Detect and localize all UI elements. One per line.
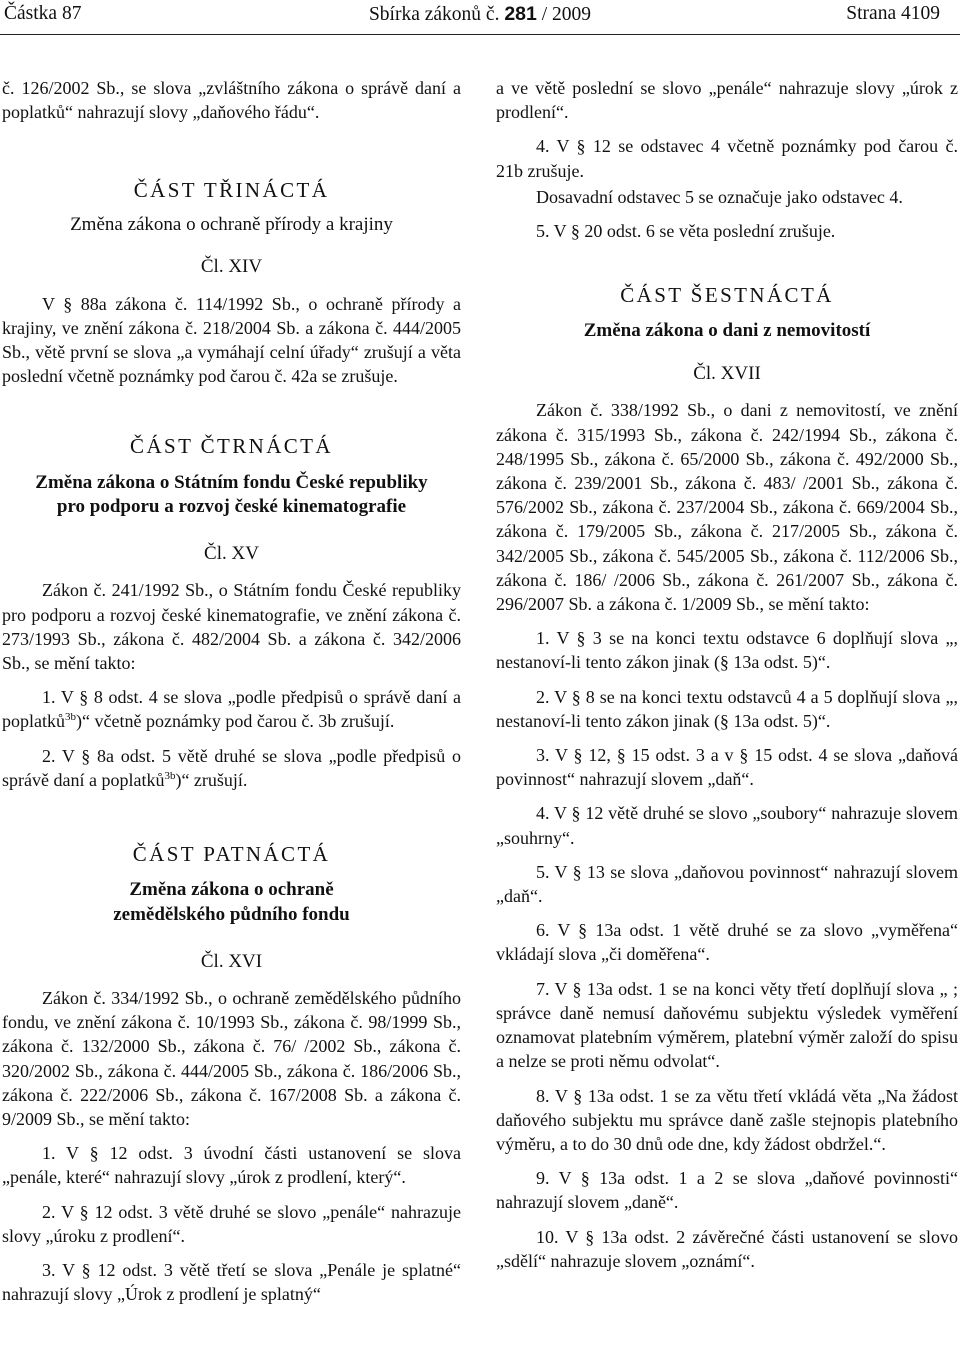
- article-17-heading: Čl. XVII: [693, 363, 761, 385]
- article-16-item-2: 2. V § 12 odst. 3 větě druhé se slovo „penále“ nahrazuje slovy „úroku z prodlení“.: [2, 1201, 461, 1246]
- article-17-item-2: 2. V § 8 se na konci textu odstavců 4 a 5 doplňují slova „, nestanoví-li tento zákon jinak (§ 13a odst. 5)“.: [496, 686, 958, 731]
- article-17-item-6: 6. V § 13a odst. 1 větě druhé se za slovo „vyměřena“ vkládají slova „či doměřena“.: [496, 920, 958, 965]
- article-15-item-1: [2, 685, 461, 733]
- article-15-item-1-text-b: )“ včetně poznámky pod čarou č. 3b zrušují.: [76, 711, 395, 732]
- article-16-item-1: 1. V § 12 odst. 3 úvodní části ustanovení se slova „penále, které“ nahrazují slovy „úrok z prodlení, který“.: [2, 1143, 461, 1188]
- article-17-item-4: 4. V § 12 větě druhé se slovo „soubory“ nahrazuje slovem „souhrny“.: [496, 803, 958, 848]
- article-15-heading: Čl. XV: [204, 543, 259, 565]
- article-17-item-1: 1. V § 3 se na konci textu odstavce 6 doplňují slova „, nestanoví-li tento zákon jinak (§ 13a odst. 5)“.: [496, 628, 958, 673]
- article-16-heading: Čl. XVI: [200, 950, 263, 972]
- left-column: [2, 76, 461, 1306]
- part-16-subtitle: Změna zákona o dani z nemovitostí: [583, 320, 871, 342]
- part-13-subtitle: Změna zákona o ochraně přírody a krajiny: [70, 213, 393, 235]
- article-16-item-4: 4. V § 12 se odstavec 4 včetně poznámky pod čarou č. 21b zrušuje.: [496, 136, 958, 181]
- article-15-item-1-text-a: 1. V § 8 odst. 4 se slova „podle předpisů o správě daní a poplatků: [2, 687, 461, 732]
- header-part-number: Částka 87: [4, 3, 82, 24]
- part-13-title: ČÁST TŘINÁCTÁ: [133, 178, 330, 203]
- right-column: [496, 76, 958, 1273]
- article-15-item-2-text-b: )“ zrušují.: [175, 769, 248, 790]
- article-17-item-10: 10. V § 13a odst. 2 závěrečné části ustanovení se slovo „sdělí“ nahrazuje slovem „oznámí“.: [496, 1226, 958, 1271]
- part-14-title: ČÁST ČTRNÁCTÁ: [130, 434, 333, 459]
- footnote-ref-3b: 3b: [65, 711, 76, 724]
- article-16-item-5: 5. V § 20 odst. 6 se věta poslední zrušuje.: [536, 221, 836, 242]
- article-15-item-2: [2, 744, 461, 792]
- article-14-heading: Čl. XIV: [200, 256, 263, 278]
- article-17-item-5: 5. V § 13 se slova „daňovou povinnost“ nahrazují slovem „daň“.: [496, 861, 958, 907]
- header-page-number: Strana 4109: [846, 3, 940, 24]
- part-15-title: ČÁST PATNÁCTÁ: [132, 842, 331, 867]
- intro-paragraph: č. 126/2002 Sb., se slova „zvláštního zákona o správě daní a poplatků“ nahrazují slovy „daňového řádu“.: [2, 78, 461, 123]
- article-16-text: Zákon č. 334/1992 Sb., o ochraně zemědělského půdního fondu, ve znění zákona č. 10/1993 Sb., zákona č. 98/1999 Sb., zákona č. 132/2000 Sb., zákona č. 76/ /2002 Sb., zákona č. 320/2002 Sb., zákona č. 444/2005 Sb., zákona č. 186/2006 Sb., zákona č. 222/2006 Sb., zákona č. 167/2008 Sb. a zákona č. 9/2009 Sb., se mění takto:: [2, 988, 461, 1130]
- header-collection-prefix: Sbírka zákonů č.: [368, 4, 500, 25]
- article-14-text: V § 88a zákona č. 114/1992 Sb., o ochraně přírody a krajiny, ve znění zákona č. 218/2004 Sb. a zákona č. 444/2005 Sb., větě první se slova „a vymáhají celní úřady“ zrušují a věta poslední včetně poznámky pod čarou č. 42a se zrušuje.: [2, 293, 461, 387]
- article-15-text: Zákon č. 241/1992 Sb., o Státním fondu České republiky pro podporu a rozvoj české kinematografie, ve znění zákona č. 273/1993 Sb., zákona č. 482/2004 Sb. a zákona č. 342/2006 Sb., se mění takto:: [2, 580, 461, 674]
- article-17-item-7: 7. V § 13a odst. 1 se na konci věty třetí doplňují slova „ ; správce daně nemusí daňovému subjektu výsledek vyměření oznamovat platebním výměrem, platební výměr založí do spisu a nelze se proti němu odvolat“.: [496, 978, 958, 1072]
- part-15-subtitle-line1: Změna zákona o ochraně: [129, 879, 334, 901]
- article-16-item-4-note: Dosavadní odstavec 5 se označuje jako odstavec 4.: [536, 186, 903, 207]
- part-16-title: ČÁST ŠESTNÁCTÁ: [620, 283, 834, 308]
- article-17-item-8: 8. V § 13a odst. 1 se za větu třetí vkládá věta „Na žádost daňového subjektu mu správce daně zašle stejnopis platebního výměru, a to do 30 dnů ode dne, kdy žádost obdržel.“.: [496, 1085, 958, 1154]
- footnote-ref-3b: 3b: [164, 769, 176, 782]
- header-rule: [0, 34, 960, 35]
- page-header: [0, 0, 960, 34]
- article-17-item-3: 3. V § 12, § 15 odst. 3 a v § 15 odst. 4 se slova „daňová povinnost“ nahrazují slovem „daň“.: [496, 745, 958, 790]
- header-collection-number: 281: [504, 3, 537, 25]
- article-17-item-9: 9. V § 13a odst. 1 a 2 se slova „daňové povinnosti“ nahrazují slovem „daně“.: [496, 1168, 958, 1213]
- article-16-item-3: 3. V § 12 odst. 3 větě třetí se slova „Penále je splatné“ nahrazují slovy „Úrok z prodlení je splatný“: [2, 1260, 461, 1305]
- part-14-subtitle-line1: Změna zákona o Státním fondu České republiky: [35, 471, 428, 493]
- header-collection: [0, 3, 960, 26]
- article-15-item-2-text-a: 2. V § 8a odst. 5 větě druhé se slova „podle předpisů o správě daní a poplatků: [2, 745, 461, 790]
- part-14-subtitle-line2: pro podporu a rozvoj české kinematografie: [56, 496, 407, 518]
- header-collection-year: / 2009: [541, 4, 592, 25]
- article-16-item-3-continuation: a ve větě poslední se slovo „penále“ nahrazuje slovy „úrok z prodlení“.: [496, 78, 958, 123]
- article-17-text: Zákon č. 338/1992 Sb., o dani z nemovitostí, ve znění zákona č. 315/1993 Sb., zákona č. 242/1994 Sb., zákona č. 248/1995 Sb., zákona č. 65/2000 Sb., zákona č. 492/2000 Sb., zákona č. 239/2001 Sb., zákona č. 483/ /2001 Sb., zákona č. 576/2002 Sb., zákona č. 237/2004 Sb., zákona č. 669/2004 Sb., zákona č. 179/2005 Sb., zákona č. 217/2005 Sb., zákona č. 342/2005 Sb., zákona č. 545/2005 Sb., zákona č. 112/2006 Sb., zákona č. 186/ /2006 Sb., zákona č. 261/2007 Sb., zákona č. 296/2007 Sb. a zákona č. 1/2009 Sb., se mění takto:: [496, 400, 958, 615]
- part-15-subtitle-line2: zemědělského půdního fondu: [113, 904, 350, 926]
